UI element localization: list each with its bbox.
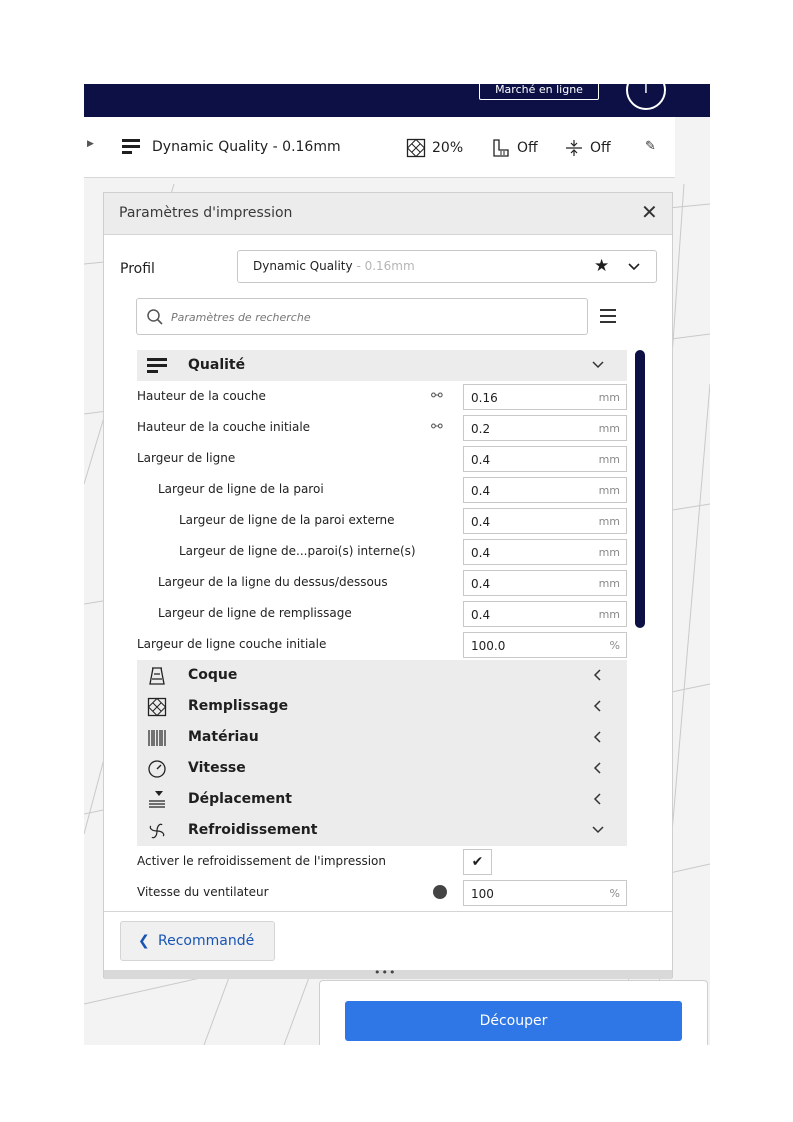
field-unit: mm <box>598 608 620 621</box>
setting-input[interactable] <box>463 477 627 503</box>
panel-title: Paramètres d'impression <box>119 205 293 221</box>
setting-row <box>137 536 627 567</box>
field-unit: mm <box>598 391 620 404</box>
category-material[interactable] <box>137 722 627 753</box>
setting-row <box>137 567 627 598</box>
infill-value: 20% <box>432 140 464 156</box>
infill-icon <box>406 138 426 158</box>
field-value: 0.4 <box>471 453 491 467</box>
divider <box>104 911 672 912</box>
adhesion-summary[interactable] <box>564 138 611 158</box>
print-settings-bar[interactable] <box>84 117 675 178</box>
link-icon[interactable]: ⚯ <box>431 388 443 404</box>
chevron-left-icon <box>589 728 607 746</box>
category-label: Vitesse <box>188 760 246 776</box>
setting-input[interactable] <box>463 415 627 441</box>
setting-row <box>137 598 627 629</box>
setting-label: Activer le refroidissement de l'impression <box>137 854 386 868</box>
expand-arrow-icon[interactable]: ▶ <box>87 139 94 149</box>
setting-label: Largeur de ligne <box>137 451 236 465</box>
setting-row <box>137 505 627 536</box>
category-shell[interactable] <box>137 660 627 691</box>
setting-row <box>137 877 627 908</box>
category-label: Coque <box>188 667 238 683</box>
category-label: Matériau <box>188 729 259 745</box>
action-panel <box>319 980 708 1045</box>
category-quality[interactable] <box>137 350 627 381</box>
field-value: 100 <box>471 887 494 901</box>
setting-input[interactable] <box>463 384 627 410</box>
category-speed[interactable] <box>137 753 627 784</box>
setting-row <box>137 474 627 505</box>
chevron-left-icon <box>589 759 607 777</box>
account-avatar[interactable]: I <box>626 84 666 110</box>
print-settings-panel <box>103 192 673 978</box>
field-unit: mm <box>598 484 620 497</box>
slice-button[interactable]: Découper <box>345 1001 682 1041</box>
field-value: 100.0 <box>471 639 506 653</box>
profile-dropdown[interactable] <box>237 250 657 283</box>
setting-row <box>137 412 627 443</box>
setting-label: Largeur de ligne de...paroi(s) interne(s) <box>179 544 416 558</box>
setting-row <box>137 846 627 877</box>
chevron-down-icon[interactable] <box>624 257 644 277</box>
setting-label: Largeur de ligne couche initiale <box>137 637 327 651</box>
setting-label: Vitesse du ventilateur <box>137 885 269 899</box>
pencil-icon[interactable]: ✎ <box>645 139 656 154</box>
chevron-down-icon <box>589 356 607 374</box>
chevron-down-icon <box>589 821 607 839</box>
shell-icon <box>147 666 167 686</box>
setting-input[interactable] <box>463 632 627 658</box>
category-label: Déplacement <box>188 791 292 807</box>
profile-dropdown-value <box>253 259 415 273</box>
drag-dots: ••• <box>374 966 397 979</box>
profile-suffix: - 0.16mm <box>352 259 415 273</box>
settings-menu-icon[interactable] <box>600 309 616 323</box>
settings-list <box>137 350 627 928</box>
setting-input[interactable] <box>463 880 627 906</box>
setting-label: Hauteur de la couche initiale <box>137 420 311 434</box>
setting-input[interactable] <box>463 539 627 565</box>
link-icon[interactable]: ⚯ <box>431 419 443 435</box>
category-cooling[interactable] <box>137 815 627 846</box>
material-icon <box>147 728 167 748</box>
adhesion-icon <box>564 138 584 158</box>
current-profile-label[interactable]: Dynamic Quality - 0.16mm <box>152 139 341 155</box>
settings-search-input[interactable] <box>136 298 588 335</box>
setting-label: Hauteur de la couche <box>137 389 266 403</box>
quality-profile-icon <box>122 139 140 155</box>
resize-handle[interactable] <box>104 966 672 979</box>
adhesion-value: Off <box>590 140 611 156</box>
field-value: 0.4 <box>471 546 491 560</box>
field-value: 0.16 <box>471 391 498 405</box>
infill-summary[interactable] <box>406 138 463 158</box>
field-unit: % <box>609 887 620 900</box>
recommended-label: Recommandé <box>158 933 255 949</box>
setting-row <box>137 629 627 660</box>
field-value: 0.4 <box>471 577 491 591</box>
profile-name: Dynamic Quality <box>253 259 353 273</box>
field-value: 0.4 <box>471 608 491 622</box>
setting-input[interactable] <box>463 508 627 534</box>
panel-header <box>104 193 672 235</box>
setting-label: Largeur de ligne de la paroi <box>158 482 324 496</box>
category-label: Remplissage <box>188 698 289 714</box>
chevron-left-icon: ❮ <box>138 933 150 949</box>
marketplace-button[interactable]: Marché en ligne <box>479 84 599 100</box>
chevron-left-icon <box>589 790 607 808</box>
search-placeholder: Paramètres de recherche <box>171 311 311 324</box>
setting-label: Largeur de ligne de remplissage <box>158 606 352 620</box>
enable-cooling-checkbox[interactable]: ✔ <box>463 849 492 875</box>
setting-label: Largeur de ligne de la paroi externe <box>179 513 395 527</box>
category-label: Qualité <box>188 357 246 373</box>
field-unit: mm <box>598 577 620 590</box>
category-travel[interactable] <box>137 784 627 815</box>
chevron-left-icon <box>589 697 607 715</box>
setting-input[interactable] <box>463 570 627 596</box>
field-value: 0.4 <box>471 515 491 529</box>
field-value: 0.4 <box>471 484 491 498</box>
scrollbar[interactable] <box>635 350 645 628</box>
support-summary[interactable] <box>491 138 538 158</box>
setting-label: Largeur de la ligne du dessus/dessous <box>158 575 388 589</box>
close-icon[interactable]: ✕ <box>641 200 658 224</box>
fan-icon <box>147 821 167 841</box>
field-unit: mm <box>598 515 620 528</box>
field-value: 0.2 <box>471 422 491 436</box>
star-icon[interactable]: ★ <box>594 256 610 276</box>
top-bar <box>84 84 710 117</box>
field-unit: mm <box>598 422 620 435</box>
category-label: Refroidissement <box>188 822 318 838</box>
setting-input[interactable] <box>463 601 627 627</box>
field-unit: % <box>609 639 620 652</box>
setting-row <box>137 443 627 474</box>
search-icon <box>146 308 164 326</box>
setting-input[interactable] <box>463 446 627 472</box>
field-unit: mm <box>598 546 620 559</box>
application-window <box>84 84 710 1045</box>
info-icon[interactable] <box>433 885 447 899</box>
infill-icon <box>147 697 167 717</box>
profile-label: Profil <box>120 261 155 277</box>
category-infill[interactable] <box>137 691 627 722</box>
travel-icon <box>147 790 167 810</box>
field-unit: mm <box>598 453 620 466</box>
quality-icon <box>147 356 167 376</box>
support-icon <box>491 138 511 158</box>
support-value: Off <box>517 140 538 156</box>
speedometer-icon <box>147 759 167 779</box>
chevron-left-icon <box>589 666 607 684</box>
setting-row <box>137 381 627 412</box>
recommended-button[interactable] <box>120 921 275 961</box>
